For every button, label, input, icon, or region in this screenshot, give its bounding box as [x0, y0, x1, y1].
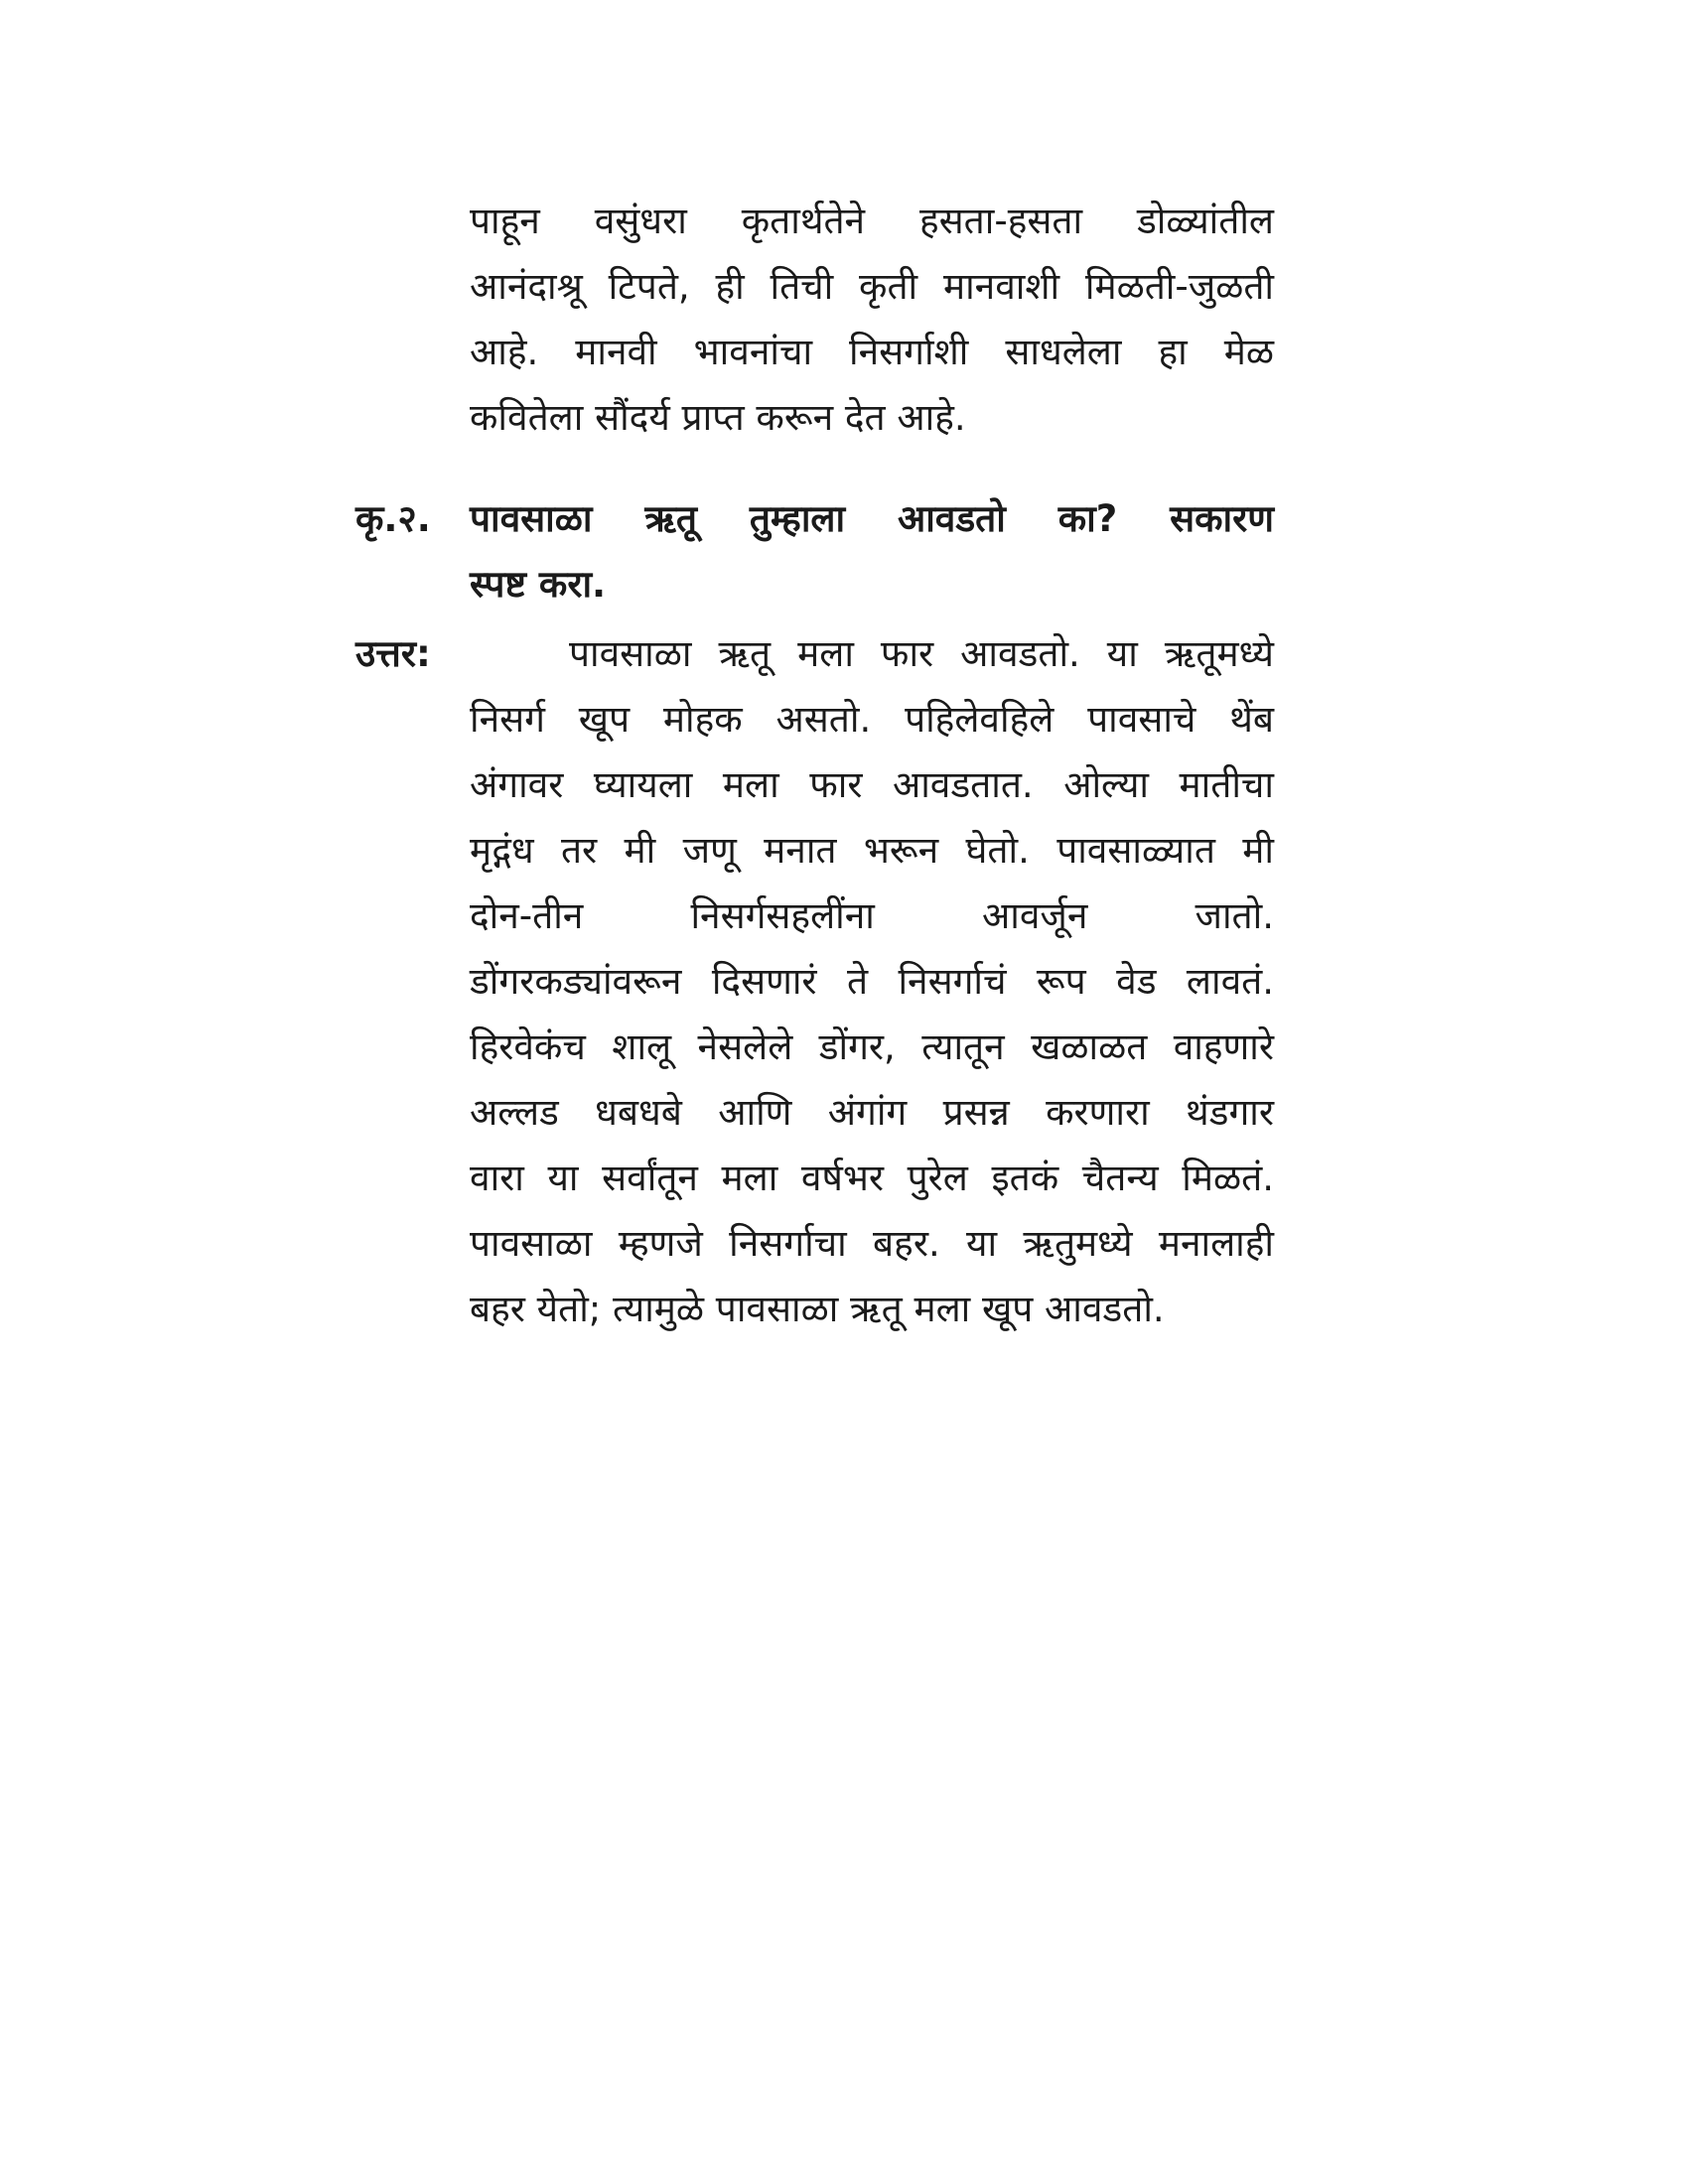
question-line: स्पष्ट करा. — [470, 563, 607, 606]
answer-line: अल्लड धबधबे आणि अंगांग प्रसन्न करणारा थंडगार — [470, 1091, 1274, 1134]
answer-line: दोन-तीन निसर्गसहलींना आवर्जून जातो. — [470, 894, 1274, 937]
paragraph-line: कवितेला सौंदर्य प्राप्त करून देत आहे. — [470, 396, 966, 439]
answer-line: हिरवेकंच शालू नेसलेले डोंगर, त्यातून खळाळत वाहणारे — [470, 1025, 1274, 1068]
answer-line: अंगावर घ्यायला मला फार आवडतात. ओल्या मातीचा — [470, 763, 1274, 806]
paragraph-line: पाहून वसुंधरा कृतार्थतेने हसता-हसता डोळ्यांतील — [470, 200, 1274, 242]
answer-line: वारा या सर्वांतून मला वर्षभर पुरेल इतकं चैतन्य मिळतं. — [470, 1157, 1274, 1199]
answer-line: बहर येतो; त्यामुळे पावसाळा ऋतू मला खूप आवडतो. — [470, 1288, 1165, 1330]
answer-paragraph — [470, 621, 1274, 1342]
question-number: कृ.२. — [355, 497, 431, 540]
paragraph-line: आहे. मानवी भावनांचा निसर्गाशी साधलेला हा मेळ — [470, 331, 1274, 373]
paragraph-line: आनंदाश्रू टिपते, ही तिची कृती मानवाशी मिळती-जुळती — [470, 265, 1274, 308]
answer-line: पावसाळा म्हणजे निसर्गाचा बहर. या ऋतुमध्ये मनालाही — [470, 1222, 1274, 1265]
question-line: पावसाळा ऋतू तुम्हाला आवडतो का? सकारण — [470, 497, 1274, 540]
answer-label: उत्तर: — [355, 632, 431, 675]
continuation-paragraph — [470, 189, 1274, 451]
answer-line: निसर्ग खूप मोहक असतो. पहिलेवहिले पावसाचे थेंब — [470, 698, 1274, 741]
question-text — [470, 486, 1274, 617]
answer-line: डोंगरकड्यांवरून दिसणारं ते निसर्गाचं रूप वेड लावतं. — [470, 960, 1274, 1003]
answer-line: मृद्गंध तर मी जणू मनात भरून घेतो. पावसाळ्यात मी — [470, 829, 1274, 872]
answer-line: पावसाळा ऋतू मला फार आवडतो. या ऋतूमध्ये — [569, 632, 1274, 675]
